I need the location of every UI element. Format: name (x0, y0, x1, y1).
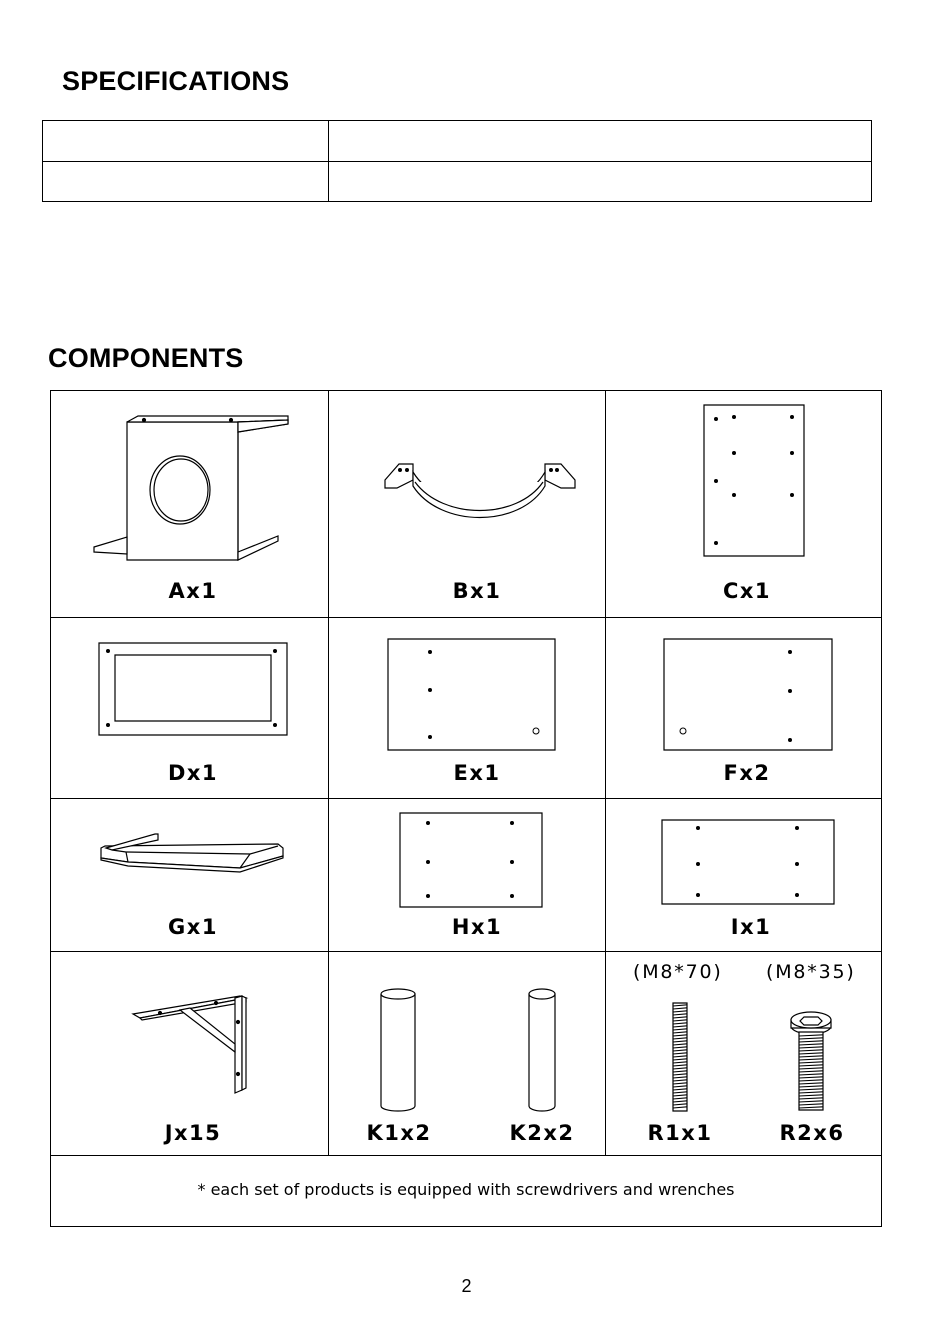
part-r1-illustration (670, 1002, 690, 1112)
part-b-label: Bx1 (452, 579, 502, 603)
grid-row-line (51, 1155, 881, 1156)
part-i-illustration (661, 819, 835, 905)
part-h-label: Hx1 (451, 915, 503, 939)
spec-row-divider (43, 161, 871, 162)
part-e-illustration (387, 638, 556, 751)
part-k1-label: K1x2 (366, 1121, 432, 1145)
part-b-illustration (385, 458, 575, 523)
part-j-illustration (132, 994, 247, 1094)
part-r1-size: (M8*70) (633, 961, 723, 983)
grid-row-line (51, 951, 881, 952)
part-h-illustration (399, 812, 543, 908)
specifications-heading: SPECIFICATIONS (62, 66, 290, 96)
part-r2-label: R2x6 (779, 1121, 845, 1145)
part-g-illustration (100, 832, 284, 874)
part-k2-illustration (528, 988, 556, 1112)
part-f-label: Fx2 (723, 761, 771, 785)
page-number: 2 (461, 1276, 472, 1296)
part-k2-label: K2x2 (509, 1121, 575, 1145)
part-c-illustration (703, 404, 805, 557)
part-f-illustration (663, 638, 833, 751)
tools-note: * each set of products is equipped with screwdrivers and wrenches (197, 1180, 735, 1199)
part-d-label: Dx1 (167, 761, 219, 785)
part-r2-illustration (789, 1008, 833, 1112)
grid-row-line (51, 798, 881, 799)
part-a-label: Ax1 (168, 579, 218, 603)
part-r1-label: R1x1 (647, 1121, 713, 1145)
specifications-table (42, 120, 872, 202)
part-r2-size: (M8*35) (766, 961, 856, 983)
part-g-label: Gx1 (168, 915, 218, 939)
spec-column-divider (328, 121, 329, 201)
components-heading: COMPONENTS (48, 343, 244, 373)
part-e-label: Ex1 (453, 761, 501, 785)
grid-row-line (51, 617, 881, 618)
part-j-label: Jx15 (164, 1121, 222, 1145)
grid-col-line (605, 391, 606, 1155)
part-k1-illustration (380, 988, 416, 1112)
part-i-label: Ix1 (730, 915, 772, 939)
grid-col-line (328, 391, 329, 1155)
part-c-label: Cx1 (722, 579, 772, 603)
part-a-illustration (90, 412, 290, 562)
part-d-illustration (98, 642, 288, 736)
